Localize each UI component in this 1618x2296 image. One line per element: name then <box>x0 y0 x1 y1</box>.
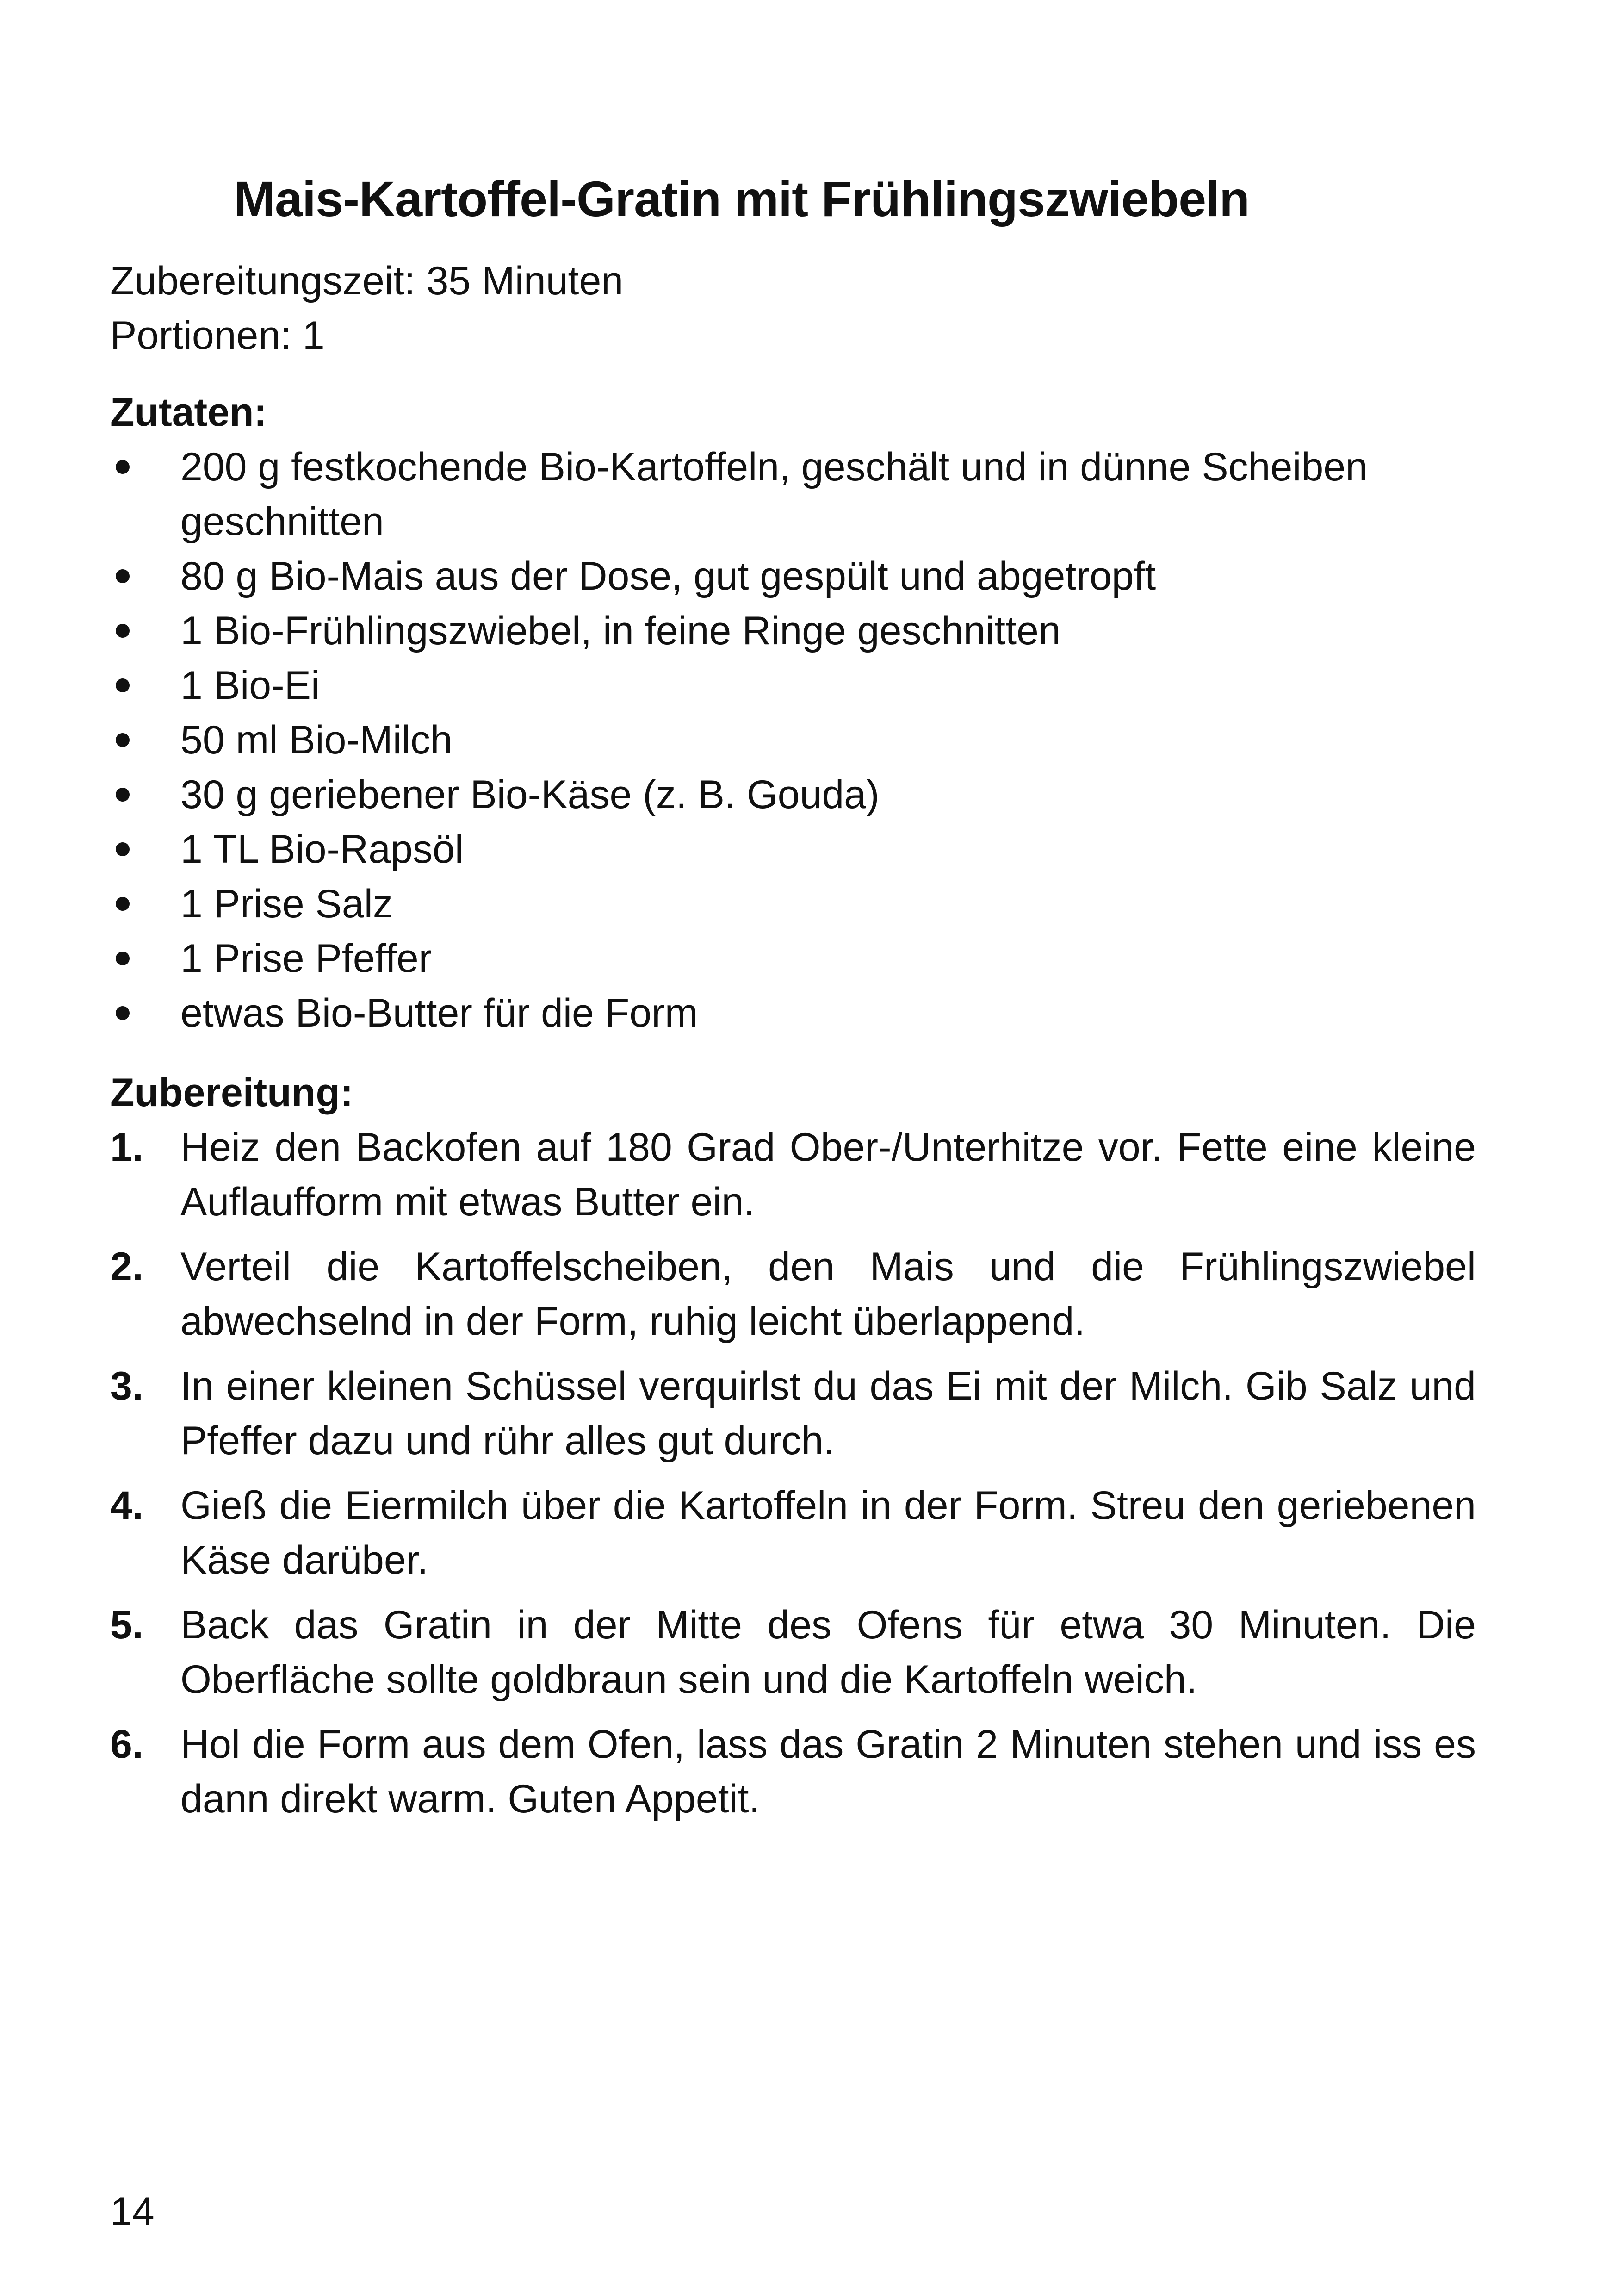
step-item <box>110 1478 1521 1587</box>
ingredients-heading: Zutaten: <box>110 390 267 435</box>
bullet-icon <box>116 569 130 583</box>
bullet-icon <box>116 460 130 474</box>
ingredients-list <box>110 440 1521 1040</box>
ingredient-text: 30 g geriebener Bio-Käse (z. B. Gouda) <box>180 772 880 817</box>
bullet-icon <box>116 952 130 965</box>
bullet-icon <box>116 733 130 747</box>
ingredient-text: 200 g festkochende Bio-Kartoffeln, geschält und in dünne Scheiben geschnitten <box>180 445 1368 544</box>
step-text: Back das Gratin in der Mitte des Ofens für etwa 30 Minuten. Die Oberfläche sollte goldbraun sein und die Kartoffeln weich. <box>180 1603 1476 1702</box>
servings: Portionen: 1 <box>110 313 325 358</box>
bullet-icon <box>116 1006 130 1020</box>
step-item <box>110 1598 1521 1707</box>
ingredient-item <box>110 440 1521 549</box>
step-item <box>110 1120 1521 1229</box>
ingredient-text: 1 Prise Salz <box>180 882 393 926</box>
ingredient-item <box>110 877 1521 931</box>
ingredient-item <box>110 822 1521 877</box>
step-number: 6. <box>110 1722 143 1767</box>
ingredient-item <box>110 549 1521 604</box>
step-text: Heiz den Backofen auf 180 Grad Ober-/Unterhitze vor. Fette eine kleine Auflaufform mit etwas Butter ein. <box>180 1125 1476 1224</box>
step-number: 5. <box>110 1603 143 1647</box>
ingredient-item <box>110 604 1521 658</box>
step-item <box>110 1717 1521 1826</box>
bullet-icon <box>116 624 130 638</box>
ingredient-item <box>110 658 1521 713</box>
ingredient-text: 80 g Bio-Mais aus der Dose, gut gespült und abgetropft <box>180 554 1156 598</box>
prep-time: Zubereitungszeit: 35 Minuten <box>110 259 624 303</box>
step-item <box>110 1239 1521 1349</box>
ingredient-text: 1 Bio-Ei <box>180 663 320 708</box>
ingredient-item <box>110 767 1521 822</box>
step-number: 2. <box>110 1244 143 1289</box>
step-text: Hol die Form aus dem Ofen, lass das Gratin 2 Minuten stehen und iss es dann direkt warm. Guten Appetit. <box>180 1722 1476 1821</box>
bullet-icon <box>116 897 130 911</box>
step-number: 1. <box>110 1125 143 1170</box>
step-text: Verteil die Kartoffelscheiben, den Mais und die Frühlingszwiebel abwechselnd in der Form, ruhig leicht überlappend. <box>180 1244 1476 1344</box>
ingredient-item <box>110 713 1521 767</box>
recipe-title: Mais-Kartoffel-Gratin mit Frühlingszwiebeln <box>234 171 1250 227</box>
ingredient-text: 1 TL Bio-Rapsöl <box>180 827 464 871</box>
step-item <box>110 1359 1521 1468</box>
steps-list <box>110 1120 1521 1836</box>
steps-heading: Zubereitung: <box>110 1070 353 1115</box>
bullet-icon <box>116 842 130 856</box>
ingredient-text: etwas Bio-Butter für die Form <box>180 991 698 1035</box>
step-text: In einer kleinen Schüssel verquirlst du das Ei mit der Milch. Gib Salz und Pfeffer dazu und rühr alles gut durch. <box>180 1364 1476 1463</box>
ingredient-text: 1 Prise Pfeffer <box>180 936 432 981</box>
ingredient-text: 1 Bio-Frühlingszwiebel, in feine Ringe geschnitten <box>180 609 1061 653</box>
recipe-meta <box>110 254 623 363</box>
step-number: 3. <box>110 1364 143 1408</box>
page-number: 14 <box>110 2190 155 2234</box>
ingredient-item <box>110 986 1521 1040</box>
ingredient-item <box>110 931 1521 986</box>
step-text: Gieß die Eiermilch über die Kartoffeln in der Form. Streu den geriebenen Käse darüber. <box>180 1483 1476 1582</box>
bullet-icon <box>116 788 130 802</box>
step-number: 4. <box>110 1483 143 1528</box>
ingredient-text: 50 ml Bio-Milch <box>180 718 453 762</box>
bullet-icon <box>116 678 130 692</box>
